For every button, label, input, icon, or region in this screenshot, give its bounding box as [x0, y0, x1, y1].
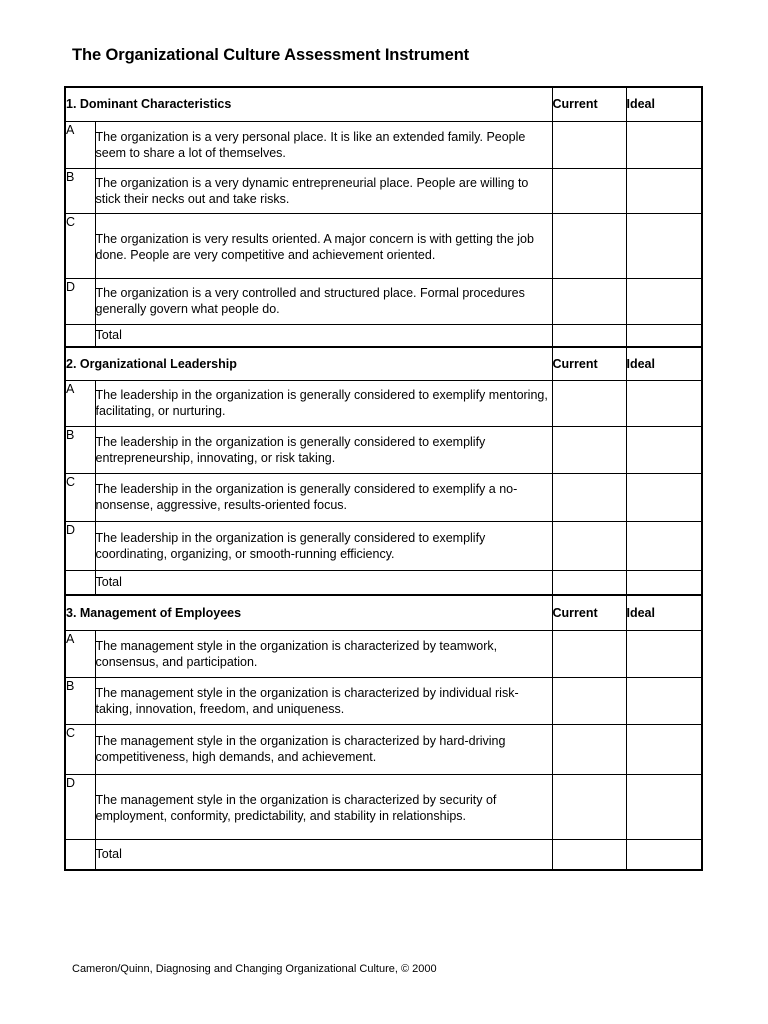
current-score-cell[interactable] [552, 380, 626, 426]
current-score-cell[interactable] [552, 630, 626, 677]
item-letter: B [65, 677, 95, 724]
table-row [65, 121, 702, 168]
current-total-cell[interactable] [552, 839, 626, 870]
ideal-score-cell[interactable] [626, 724, 702, 774]
ideal-score-cell[interactable] [626, 677, 702, 724]
item-text: The leadership in the organization is generally considered to exemplify coordinating, organizing, or smooth-running efficiency. [95, 521, 552, 570]
table-row [65, 213, 702, 278]
current-score-cell[interactable] [552, 774, 626, 839]
current-score-cell[interactable] [552, 121, 626, 168]
current-score-cell[interactable] [552, 473, 626, 521]
table-row [65, 724, 702, 774]
item-text: The management style in the organization is characterized by security of employment, conformity, predictability, and stability in relationships. [95, 774, 552, 839]
ideal-total-cell[interactable] [626, 324, 702, 347]
page-title: The Organizational Culture Assessment Instrument [72, 46, 470, 64]
section-header-row [65, 595, 702, 630]
current-score-cell[interactable] [552, 213, 626, 278]
ideal-column-header: Ideal [626, 595, 702, 630]
current-score-cell[interactable] [552, 677, 626, 724]
item-text: The leadership in the organization is generally considered to exemplify entrepreneurship, innovating, or risk taking. [95, 426, 552, 473]
section-header-row [65, 347, 702, 380]
item-text: The leadership in the organization is generally considered to exemplify mentoring, facilitating, or nurturing. [95, 380, 552, 426]
table-row [65, 521, 702, 570]
item-text: The organization is a very dynamic entrepreneurial place. People are willing to stick their necks out and take risks. [95, 168, 552, 213]
blank-cell [65, 324, 95, 347]
table-row [65, 278, 702, 324]
item-text: The organization is a very personal place. It is like an extended family. People seem to share a lot of themselves. [95, 121, 552, 168]
item-text: The organization is a very controlled and structured place. Formal procedures generally govern what people do. [95, 278, 552, 324]
table-row [65, 426, 702, 473]
total-label: Total [95, 839, 552, 870]
item-text: The management style in the organization is characterized by teamwork, consensus, and participation. [95, 630, 552, 677]
current-score-cell[interactable] [552, 724, 626, 774]
current-column-header: Current [552, 347, 626, 380]
ideal-column-header: Ideal [626, 87, 702, 121]
ideal-score-cell[interactable] [626, 380, 702, 426]
item-letter: C [65, 213, 95, 278]
total-row [65, 839, 702, 870]
item-letter: A [65, 630, 95, 677]
table-row [65, 630, 702, 677]
item-letter: B [65, 168, 95, 213]
current-column-header: Current [552, 87, 626, 121]
blank-cell [65, 839, 95, 870]
table-row [65, 774, 702, 839]
total-row [65, 570, 702, 595]
blank-cell [65, 570, 95, 595]
total-row [65, 324, 702, 347]
ideal-column-header: Ideal [626, 347, 702, 380]
item-text: The management style in the organization is characterized by individual risk-taking, innovation, freedom, and uniqueness. [95, 677, 552, 724]
total-label: Total [95, 324, 552, 347]
current-score-cell[interactable] [552, 426, 626, 473]
section-heading: 2. Organizational Leadership [65, 347, 552, 380]
table-row [65, 168, 702, 213]
citation-footer: Cameron/Quinn, Diagnosing and Changing Organizational Culture, © 2000 [72, 963, 437, 975]
section-heading: 3. Management of Employees [65, 595, 552, 630]
assessment-table [64, 86, 703, 871]
section-heading: 1. Dominant Characteristics [65, 87, 552, 121]
ideal-score-cell[interactable] [626, 774, 702, 839]
item-letter: D [65, 521, 95, 570]
ideal-score-cell[interactable] [626, 168, 702, 213]
item-letter: A [65, 121, 95, 168]
ideal-score-cell[interactable] [626, 426, 702, 473]
ideal-score-cell[interactable] [626, 213, 702, 278]
item-letter: B [65, 426, 95, 473]
current-score-cell[interactable] [552, 521, 626, 570]
table-row [65, 380, 702, 426]
section-header-row [65, 87, 702, 121]
item-letter: A [65, 380, 95, 426]
current-total-cell[interactable] [552, 324, 626, 347]
ideal-total-cell[interactable] [626, 570, 702, 595]
current-score-cell[interactable] [552, 168, 626, 213]
ideal-score-cell[interactable] [626, 278, 702, 324]
ideal-total-cell[interactable] [626, 839, 702, 870]
item-text: The management style in the organization is characterized by hard-driving competitiveness, high demands, and achievement. [95, 724, 552, 774]
item-letter: C [65, 724, 95, 774]
ideal-score-cell[interactable] [626, 521, 702, 570]
item-text: The organization is very results oriented. A major concern is with getting the job done. People are very competitive and achievement oriented. [95, 213, 552, 278]
item-letter: D [65, 278, 95, 324]
ideal-score-cell[interactable] [626, 473, 702, 521]
ideal-score-cell[interactable] [626, 121, 702, 168]
current-score-cell[interactable] [552, 278, 626, 324]
table-row [65, 677, 702, 724]
current-total-cell[interactable] [552, 570, 626, 595]
item-letter: D [65, 774, 95, 839]
item-text: The leadership in the organization is generally considered to exemplify a no-nonsense, aggressive, results-oriented focus. [95, 473, 552, 521]
table-row [65, 473, 702, 521]
ideal-score-cell[interactable] [626, 630, 702, 677]
total-label: Total [95, 570, 552, 595]
current-column-header: Current [552, 595, 626, 630]
item-letter: C [65, 473, 95, 521]
